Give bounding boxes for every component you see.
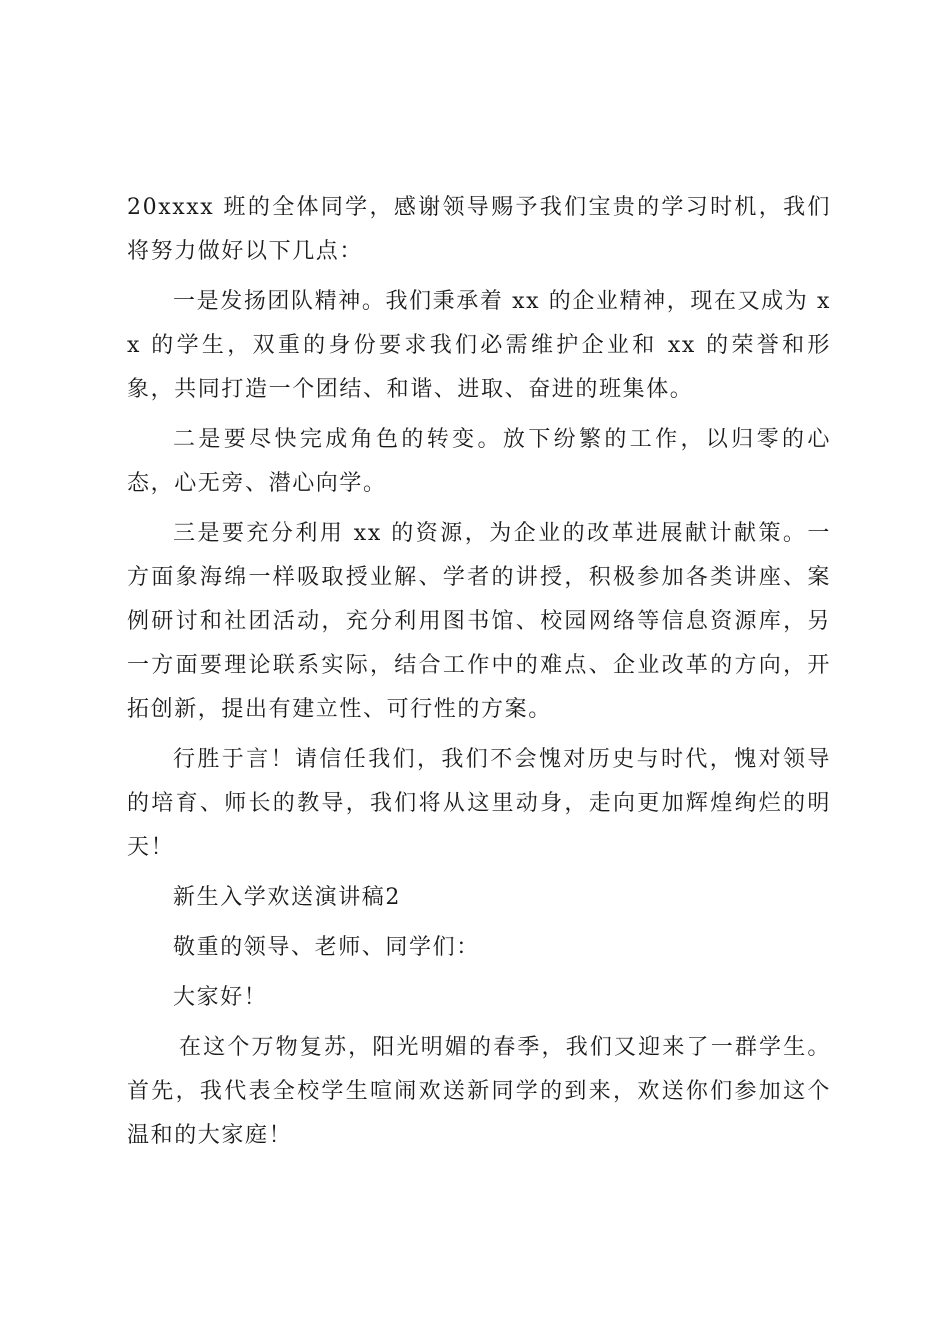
greeting: 大家好！: [173, 985, 268, 1010]
salutation: 敬重的领导、老师、同学们：: [173, 935, 480, 960]
paragraph-welcome: 在这个万物复苏，阳光明媚的春季，我们又迎来了一群学生。首先，我代表全校学生喧闹欢送新同学的到来，欢送你们参加这个温和的大家庭！: [127, 1035, 831, 1148]
document-body: [127, 186, 831, 1164]
paragraph-class-intro: 20xxxx 班的全体同学，感谢领导赐予我们宝贵的学习时机，我们将努力做好以下几点：: [127, 195, 831, 264]
paragraph-use-resources: 三是要充分利用 xx 的资源，为企业的改革进展献计献策。一方面象海绵一样吸取授业解、学者的讲授，积极参加各类讲座、案例研讨和社团活动，充分利用图书馆、校园网络等信息资源库，另一方面要理论联系实际，结合工作中的难点、企业改革的方向，开拓创新，提出有建立性、可行性的方案。: [127, 521, 831, 722]
paragraph-role-change: 二是要尽快完成角色的转变。放下纷繁的工作，以归零的心态，心无旁、潜心向学。: [127, 427, 831, 496]
paragraph-team-spirit: 一是发扬团队精神。我们秉承着 xx 的企业精神，现在又成为 xx 的学生，双重的身份要求我们必需维护企业和 xx 的荣誉和形象，共同打造一个团结、和谐、进取、奋进的班集体。: [127, 289, 831, 402]
paragraph-closing-pledge: 行胜于言！请信任我们，我们不会愧对历史与时代，愧对领导的培育、师长的教导，我们将从这里动身，走向更加辉煌绚烂的明天！: [127, 747, 831, 860]
speech-title: 新生入学欢送演讲稿2: [173, 885, 401, 910]
